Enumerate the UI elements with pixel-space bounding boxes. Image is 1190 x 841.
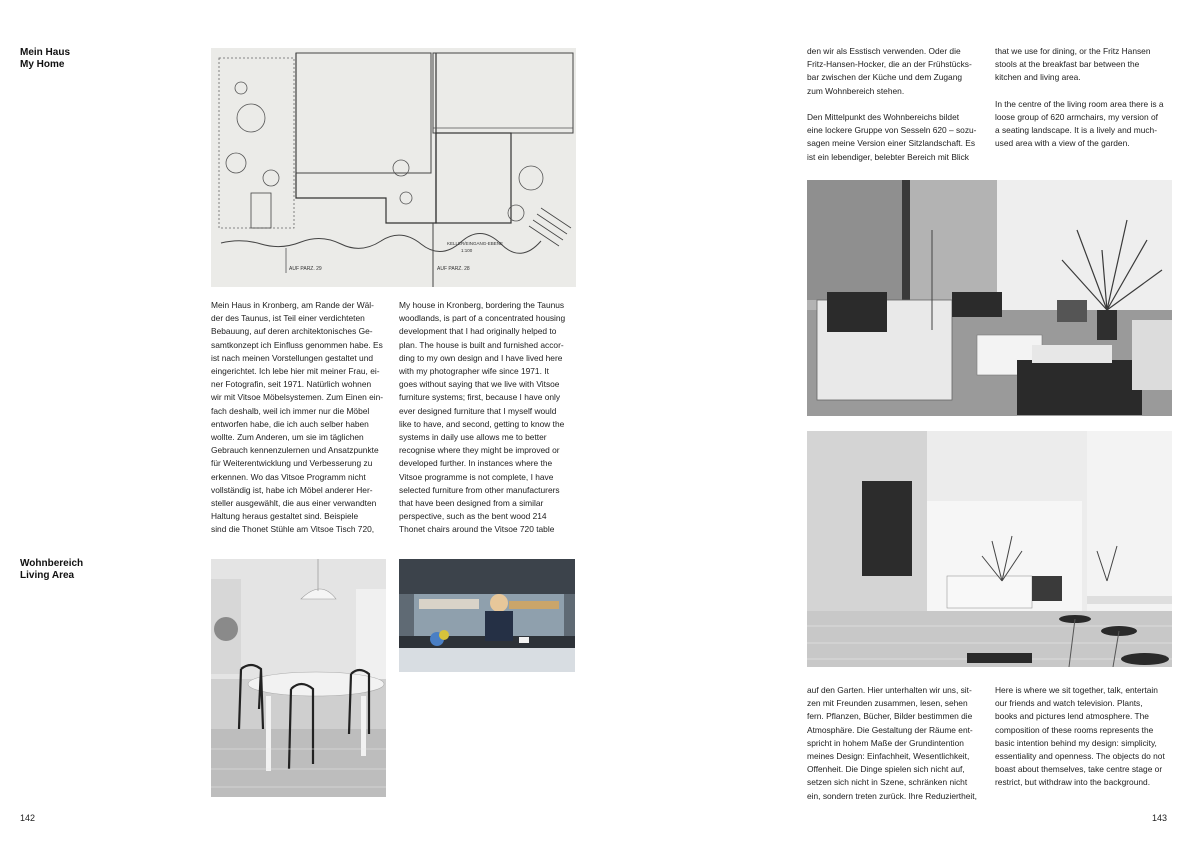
text-line: der des Taunus, ist Teil einer verdichteten	[211, 313, 365, 324]
right-text-bottom-en	[995, 684, 1175, 790]
text-line: furniture systems; first, because I have only	[399, 392, 561, 403]
text-line: eine lockere Gruppe von Sesseln 620 – sozu-	[807, 125, 977, 136]
text-line: a seating landscape. It is a lively and much-	[995, 125, 1158, 136]
text-line: vollständig ist, habe ich Möbel anderer Her-	[211, 484, 373, 495]
living-room-armchairs-svg	[807, 180, 1172, 416]
text-line: ding to my own design and I have lived here	[399, 352, 563, 363]
section-heading-my-home	[20, 47, 70, 71]
text-line: entworfen habe, die ich auch selber haben	[211, 418, 369, 429]
text-line: selected furniture from other manufacturers	[399, 484, 560, 495]
text-line: My house in Kronberg, bordering the Taunus	[399, 300, 565, 310]
text-line: Thonet chairs around the Vitsoe 720 table	[399, 524, 555, 535]
text-line: stools at the breakfast bar between the	[995, 59, 1140, 70]
body-text-de	[211, 299, 389, 537]
kitchen-bar-svg	[399, 559, 575, 672]
text-line: sagen meine Version einer Sitzlandschaft. Es	[807, 138, 976, 149]
text-line: Fritz-Hansen-Hocker, die an der Frühstücks-	[807, 59, 972, 70]
kitchen-bar-photo	[399, 559, 575, 672]
text-line: fern. Pflanzen, Bücher, Bilder bestimmen die	[807, 711, 973, 722]
text-line: woodlands, is part of a concentrated housing	[399, 313, 566, 324]
text-line: kitchen and living area.	[995, 72, 1081, 83]
text-line: steller ausgewählt, die aus einer verwandten	[211, 498, 377, 509]
text-line: setzen sich nicht in Szene, schränken nicht	[807, 777, 968, 788]
heading-en: Living Area	[20, 570, 75, 581]
text-line: samtkonzept ich Einfluss genommen habe. Es	[211, 339, 383, 350]
text-line: Bebauung, auf deren architektonisches Ge-	[211, 326, 373, 337]
text-line: meines Design: Einfachheit, Wesentlichkeit,	[807, 751, 970, 762]
text-line: sind die Thonet Stühle am Vitsoe Tisch 720,	[211, 524, 375, 535]
text-line: like to have, and second, getting to know the	[399, 418, 565, 429]
text-line: Offenheit. Die Dinge spielen sich nicht auf,	[807, 764, 965, 775]
text-line: In the centre of the living room area there is a	[995, 98, 1164, 109]
text-line: that we use for dining, or the Fritz Hansen	[995, 46, 1151, 56]
heading-en: My Home	[20, 59, 65, 70]
text-line: restrict, but withdraw into the background.	[995, 777, 1151, 788]
living-room-breakfast-bar-svg	[807, 431, 1172, 667]
text-line: spricht in hohem Maße der Grundintention	[807, 737, 964, 748]
dining-room-photo	[211, 559, 386, 797]
text-line: auf den Garten. Hier unterhalten wir uns, sit-	[807, 685, 972, 695]
page-number-right: 143	[1152, 813, 1168, 823]
text-line: boast about themselves, take centre stage or	[995, 764, 1163, 775]
living-room-breakfast-bar-photo	[807, 431, 1172, 667]
text-line: zum Wohnbereich stehen.	[807, 85, 905, 96]
right-text-top-en	[995, 45, 1175, 151]
site-plan-svg	[211, 48, 576, 287]
dining-room-svg	[211, 559, 386, 797]
text-line: basic intention behind my design: simplicity,	[995, 737, 1157, 748]
right-text-top-de	[807, 45, 987, 164]
text-line: developed further. In instances where the	[399, 458, 553, 469]
text-line: books and pictures lend atmosphere. The	[995, 711, 1149, 722]
body-text-en	[399, 299, 579, 537]
text-line: that have been designed from a similar	[399, 498, 544, 509]
text-line: used area with a view of the garden.	[995, 138, 1130, 149]
text-line: ist nach meinen Vorstellungen gestaltet und	[211, 352, 374, 363]
text-line: essentiality and openness. The objects do not	[995, 751, 1165, 762]
text-line: bar zwischen der Küche und dem Zugang	[807, 72, 963, 83]
living-room-armchairs-photo	[807, 180, 1172, 416]
heading-de: Mein Haus	[20, 47, 71, 58]
text-line: recognise where they might be improved or	[399, 445, 560, 456]
text-line: den wir als Esstisch verwenden. Oder die	[807, 46, 961, 56]
text-line: plan. The house is built and furnished accor-	[399, 339, 564, 350]
text-line: zen mit Freunden zusammen, lesen, sehen	[807, 698, 968, 709]
text-line: ever designed furniture that I myself would	[399, 405, 557, 416]
text-line: Haltung heraus gestaltet sind. Beispiele	[211, 511, 359, 522]
text-line: ist ein lebendiger, belebter Bereich mit Blick	[807, 151, 969, 162]
text-line: ein, sondern treten zurück. Ihre Reduziertheit,	[807, 790, 977, 801]
text-line: our friends and watch television. Plants,	[995, 698, 1143, 709]
plan-stamp-line1: KELLER/EINGANG-EBENE	[447, 241, 504, 246]
text-line: with my photographer wife since 1971. It	[399, 366, 549, 377]
text-line: perspective, such as the bent wood 214	[399, 511, 547, 522]
right-text-bottom-de	[807, 684, 987, 803]
text-line: Den Mittelpunkt des Wohnbereichs bildet	[807, 112, 960, 122]
text-line: development that I had originally helped to	[399, 326, 557, 337]
plan-label-parcel-28: AUF PARZ. 28	[437, 266, 470, 272]
text-line: Here is where we sit together, talk, entertain	[995, 685, 1158, 695]
text-line: erkennen. Wo das Vitsoe Programm nicht	[211, 471, 366, 482]
plan-stamp-line2: 1:100	[461, 248, 473, 253]
text-line: Atmosphäre. Die Gestaltung der Räume ent-	[807, 724, 973, 735]
text-line: systems in daily use allows me to better	[399, 432, 547, 443]
plan-label-parcel-29: AUF PARZ. 29	[289, 266, 322, 272]
text-line: Gebrauch kennenzulernen und Ansatzpunkte	[211, 445, 379, 456]
page-number-left: 142	[20, 813, 36, 823]
section-heading-living-area	[20, 558, 83, 582]
text-line: composition of these rooms represents the	[995, 724, 1154, 735]
text-line: für Weiterentwicklung und Verbesserung zu	[211, 458, 373, 469]
text-line: wir mit Vitsoe Möbelsystemen. Zum Einen ein-	[211, 392, 384, 403]
text-line: wollte. Zum Anderen, um sie im täglichen	[211, 432, 364, 443]
text-line: goes without saying that we live with Vitsoe	[399, 379, 560, 390]
text-line: fach deshalb, weil ich immer nur die Möbel	[211, 405, 370, 416]
heading-de: Wohnbereich	[20, 558, 84, 569]
text-line: eingerichtet. Ich lebe hier mit meiner Frau, ei-	[211, 366, 380, 377]
text-line: Vitsoe programme is not complete, I have	[399, 471, 554, 482]
text-line: Mein Haus in Kronberg, am Rande der Wäl-	[211, 300, 374, 310]
text-line: ner Fotografin, seit 1971. Natürlich wohnen	[211, 379, 372, 390]
text-line: loose group of 620 armchairs, my version of	[995, 112, 1158, 122]
site-plan-drawing	[211, 48, 576, 287]
